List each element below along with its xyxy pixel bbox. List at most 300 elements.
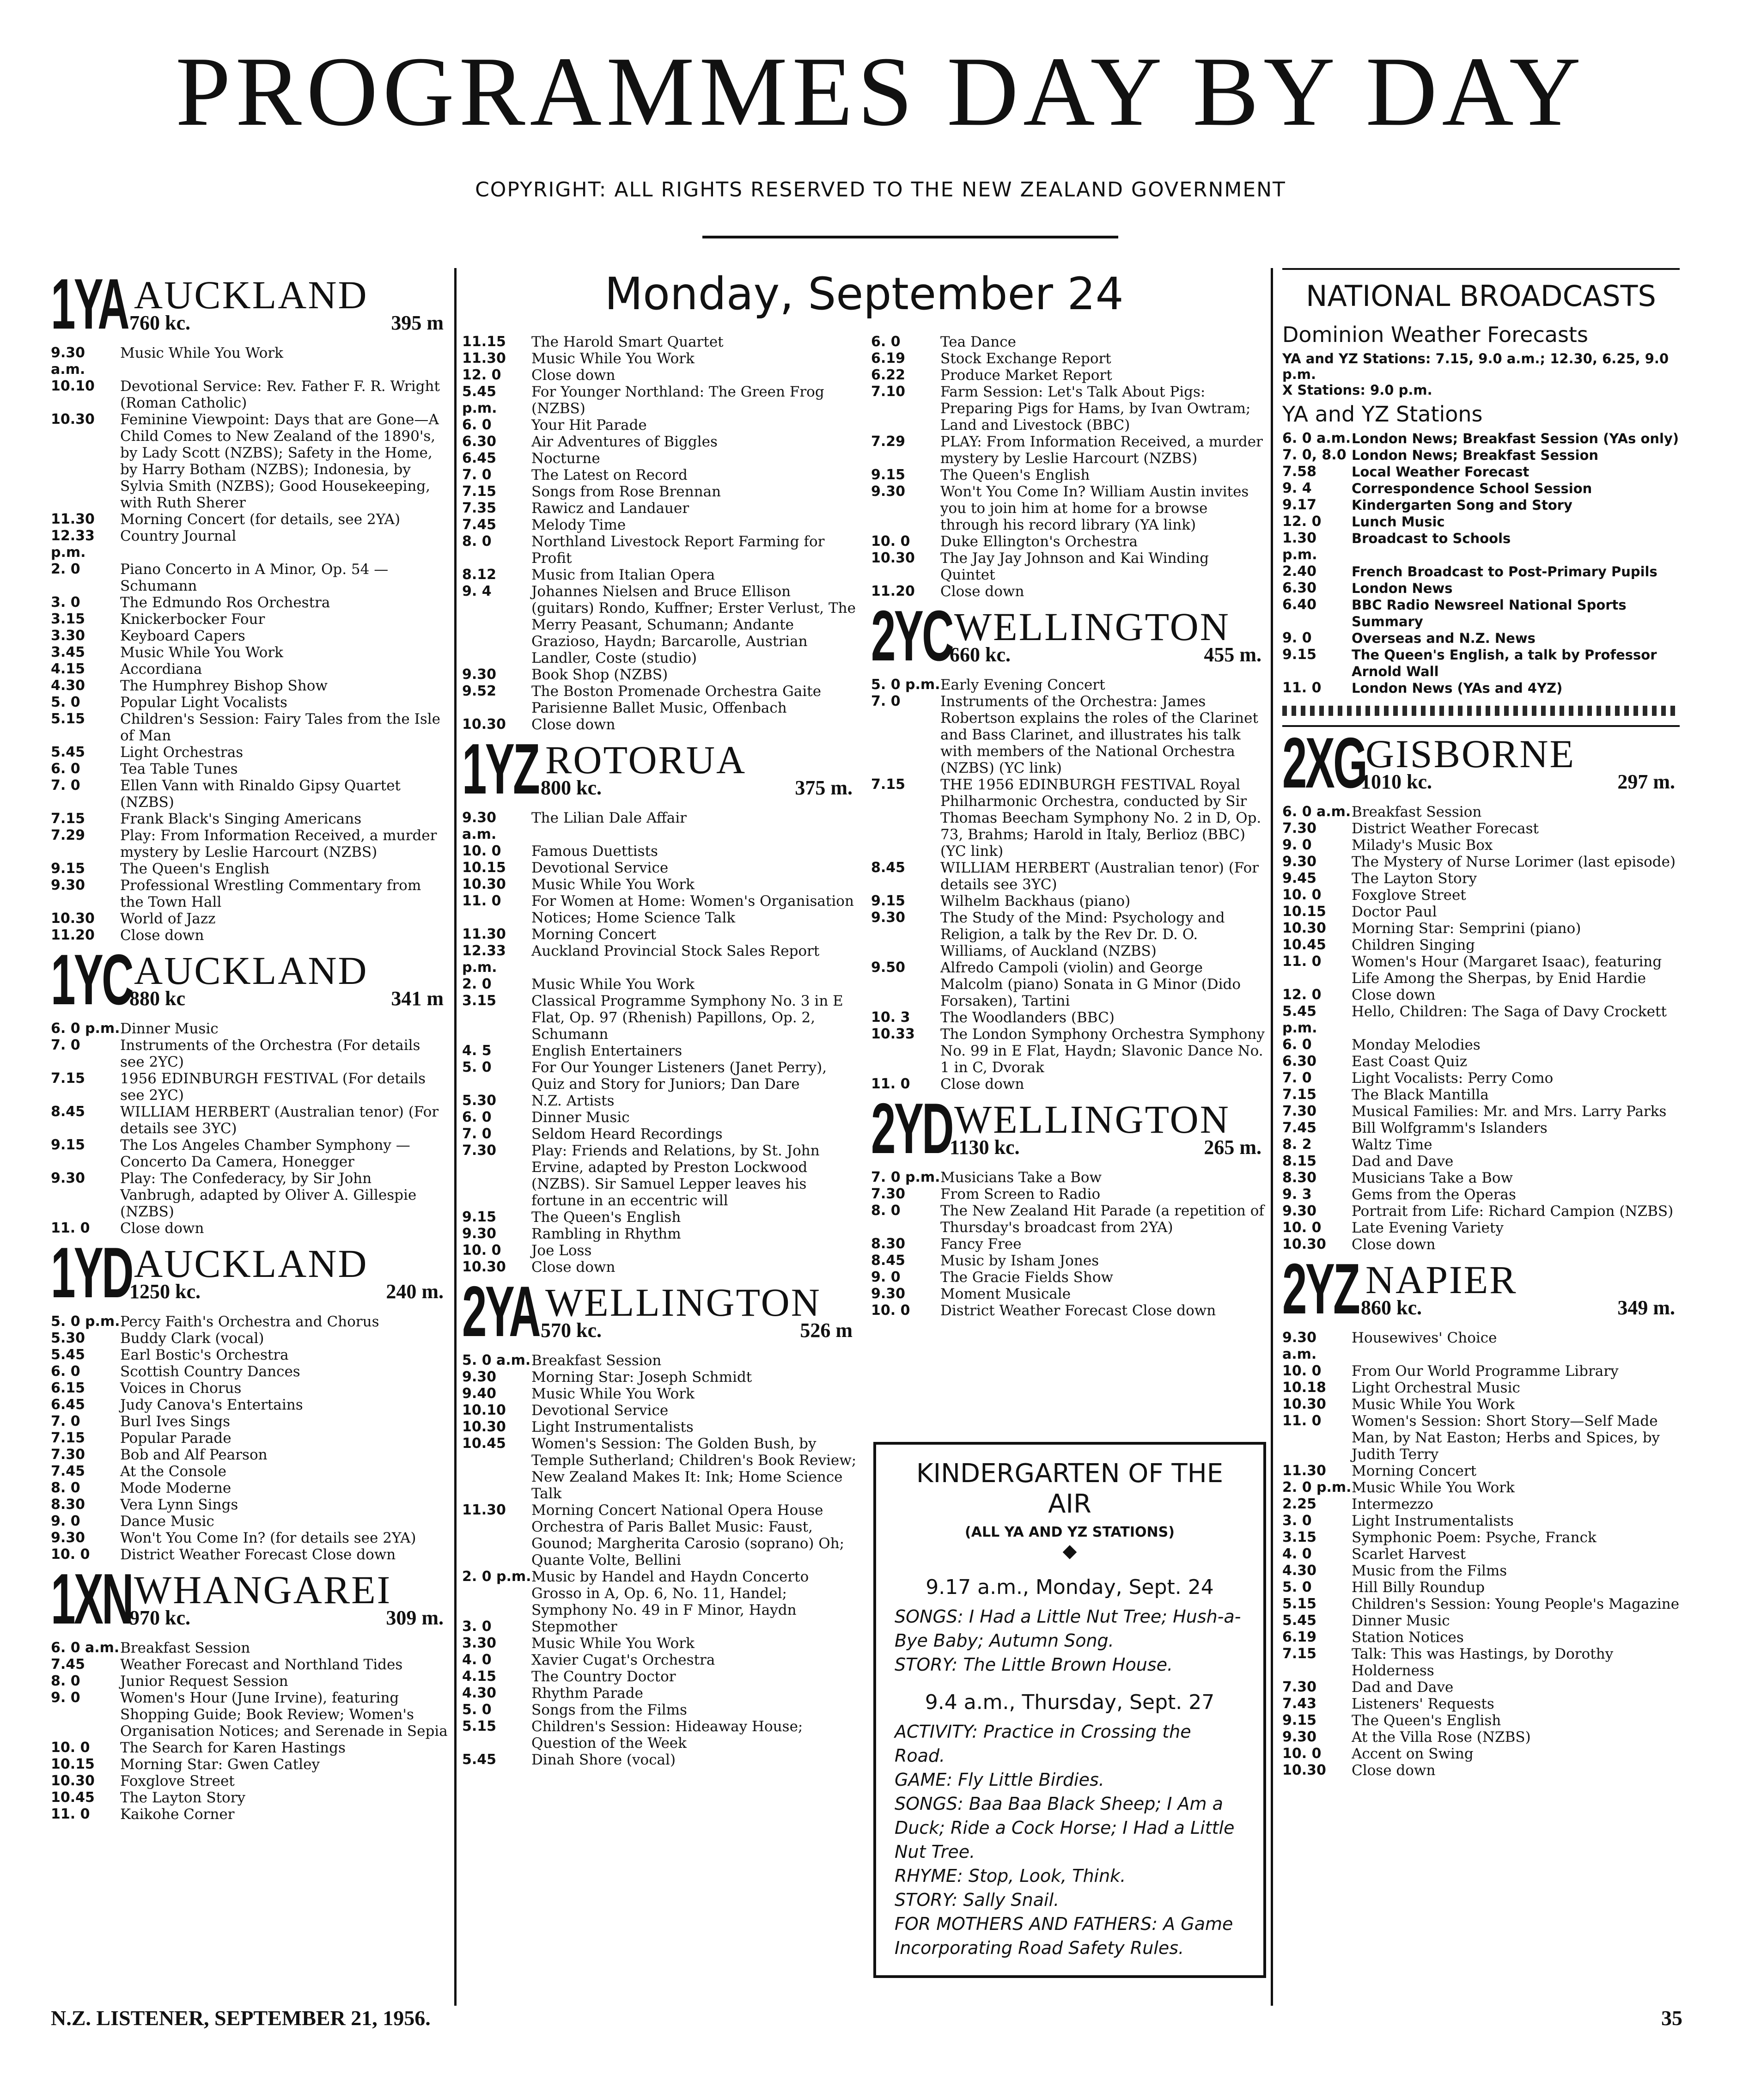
national-row: [1282, 680, 1680, 696]
programme-row: [51, 811, 448, 827]
footer-issue: N.Z. LISTENER, SEPTEMBER 21, 1956.: [51, 2006, 431, 2030]
programme-title: Songs from Rose Brennan: [531, 483, 721, 500]
programme-title: Nocturne: [531, 450, 600, 467]
programme-title: For Women at Home: Women's Organisation Notices; Home Science Talk: [531, 893, 854, 926]
programme-row: [871, 483, 1266, 533]
programme-row: [871, 893, 1266, 910]
station-call-sign: 2YA: [462, 1271, 539, 1351]
station-info: [129, 947, 448, 1017]
station-wavelength: 455 m.: [1204, 643, 1261, 666]
programme-row: [51, 1363, 448, 1380]
programme-time: 5.45: [51, 1347, 85, 1363]
programme-title: Children's Session: Fairy Tales from the Isle of Man: [120, 711, 441, 744]
programme-row: [1282, 804, 1680, 820]
programme-title: Joe Loss: [531, 1242, 592, 1259]
programme-time: 3. 0: [462, 1618, 492, 1635]
national-title-text: Overseas and N.Z. News: [1352, 630, 1536, 646]
programme-time: 7.35: [462, 500, 497, 516]
programme-time: 9.15: [871, 467, 906, 483]
programme-row: [462, 1059, 857, 1093]
programme-time: 9.50: [871, 959, 906, 976]
programme-title: Your Hit Parade: [531, 417, 647, 433]
programme-row: [51, 1496, 448, 1513]
programme-title: Hello, Children: The Saga of Davy Crockett: [1352, 1003, 1667, 1020]
programme-row: [1282, 1136, 1680, 1153]
programme-row: [462, 483, 857, 500]
programme-row: [871, 467, 1266, 483]
programme-title: Devotional Service: [531, 860, 669, 876]
national-time: 9. 0: [1282, 630, 1312, 646]
programme-title: Intermezzo: [1352, 1496, 1433, 1513]
programme-title: Morning Concert National Opera House Orchestra of Paris Ballet Music: Faust, Gounod; Margherita Carosio (soprano) Oh; Quante Volte, Bellini: [531, 1502, 845, 1569]
programme-title: The Gracie Fields Show: [940, 1269, 1114, 1286]
column-divider-1: [454, 268, 457, 2006]
programme-title: Late Evening Variety: [1352, 1220, 1504, 1236]
programme-time: 7.15: [1282, 1646, 1317, 1662]
national-broadcasts: [1282, 268, 1680, 727]
programme-time: 10.45: [51, 1789, 95, 1806]
programme-time: 3.30: [462, 1635, 497, 1651]
programme-row: [51, 644, 448, 661]
national-title-text: Local Weather Forecast: [1352, 464, 1529, 480]
programme-row: [871, 1009, 1266, 1026]
programme-title: Light Orchestras: [120, 744, 244, 761]
programme-time: 3.45: [51, 644, 85, 660]
station-call-sign: 2XG: [1282, 723, 1366, 803]
programme-row: [1282, 1712, 1680, 1729]
programme-row: [871, 1286, 1266, 1302]
programme-time: 9. 0: [51, 1690, 80, 1706]
programme-title: The Study of the Mind: Psychology and Religion, a talk by the Rev Dr. D. O. Williams, of Auckland (NZBS): [940, 910, 1225, 959]
programme-time: 10.30: [462, 1259, 506, 1275]
column-1: [51, 268, 448, 2001]
national-title-text: Broadcast to Schools: [1352, 531, 1511, 546]
programme-time: 6. 0: [462, 1109, 492, 1125]
programme-row: [51, 1463, 448, 1480]
national-title-text: Correspondence School Session: [1352, 481, 1592, 496]
programme-row: [51, 1789, 448, 1806]
kindergarten-sub: (ALL YA AND YZ STATIONS): [965, 1524, 1175, 1540]
programme-row: [51, 744, 448, 761]
station-frequency: 800 kc.: [541, 776, 602, 799]
programme-row: [462, 384, 857, 417]
programme-time: 7.45: [462, 517, 497, 533]
programme-time: 9.40: [462, 1386, 497, 1402]
programme-time: 8.45: [51, 1104, 85, 1120]
station-city: WELLINGTON: [954, 604, 1230, 649]
copyright-line: COPYRIGHT: ALL RIGHTS RESERVED TO THE NEW ZEALAND GOVERNMENT: [475, 178, 1286, 201]
programme-title: Instruments of the Orchestra: James Robertson explains the roles of the Clarinet and Bass Clarinet, and illustrates his talk with members of the National Orchestra (NZBS) (YC link): [940, 693, 1258, 776]
programme-row: [462, 1126, 857, 1142]
programme-time: 8. 0: [871, 1203, 901, 1219]
programme-title: Morning Star: Gwen Catley: [120, 1756, 320, 1773]
programme-row: [1282, 1037, 1680, 1053]
programme-title: Alfredo Campoli (violin) and George Malcolm (piano) Sonata in G Minor (Dido Forsaken), Tartini: [940, 959, 1241, 1009]
programme-time: 5. 0 a.m.: [462, 1352, 531, 1368]
programme-title: Scottish Country Dances: [120, 1363, 300, 1380]
programme-row: [871, 1302, 1266, 1319]
station-frequency: 660 kc.: [950, 643, 1011, 666]
station-city: AUCKLAND: [134, 273, 368, 317]
programme-time: 7.30: [1282, 1103, 1317, 1119]
station-city: WHANGAREI: [134, 1568, 392, 1612]
programme-title: For Our Younger Listeners (Janet Perry), Quiz and Story for Juniors; Dan Dare: [531, 1059, 827, 1093]
programme-title: Melody Time: [531, 517, 626, 533]
programme-time: 5.45 p.m.: [462, 384, 497, 416]
programme-row: [1282, 837, 1680, 854]
programme-title: Station Notices: [1352, 1629, 1464, 1646]
national-title-text: The Queen's English, a talk by Professor Arnold Wall: [1352, 647, 1657, 679]
programme-row: [51, 1447, 448, 1463]
programme-time: 5. 0: [462, 1702, 492, 1718]
programme-time: 6. 0 p.m.: [51, 1020, 120, 1037]
programme-title: Play: From Information Received, a murder mystery by Leslie Harcourt (NZBS): [120, 827, 437, 861]
station-city: NAPIER: [1365, 1258, 1517, 1302]
programme-row: [1282, 1103, 1680, 1120]
programme-time: 10.30: [1282, 1762, 1326, 1778]
programme-row: [1282, 1380, 1680, 1396]
programme-row: [462, 583, 857, 666]
programme-time: 4. 0: [462, 1652, 492, 1668]
programme-title: Light Instrumentalists: [531, 1419, 694, 1435]
programme-title: Book Shop (NZBS): [531, 666, 668, 683]
programme-time: 9.30: [51, 877, 85, 893]
national-time: 7.58: [1282, 464, 1317, 480]
programme-time: 10.30: [51, 910, 95, 927]
programme-row: [51, 1137, 448, 1170]
programme-row: [1282, 1413, 1680, 1463]
programme-title: Bill Wolfgramm's Islanders: [1352, 1120, 1548, 1136]
programme-row: [462, 517, 857, 533]
programme-title: Mode Moderne: [120, 1480, 232, 1496]
programme-time: 4.15: [462, 1668, 497, 1685]
programme-title: Breakfast Session: [1352, 804, 1482, 820]
programme-time: 10.30: [462, 1419, 506, 1435]
programme-row: [1282, 1529, 1680, 1546]
programme-time: 10.30: [51, 411, 95, 427]
programme-time: 8.30: [51, 1496, 85, 1513]
programme-time: 9.30: [462, 1226, 497, 1242]
programme-row: [871, 1269, 1266, 1286]
programme-time: 10.33: [871, 1026, 915, 1042]
programme-time: 9.30 a.m.: [51, 345, 85, 378]
programme-row: [462, 1702, 857, 1718]
programme-row: [871, 350, 1266, 367]
programme-time: 9. 4: [462, 583, 492, 599]
programme-row: [51, 761, 448, 777]
programme-time: 5. 0 p.m.: [51, 1313, 120, 1330]
station-frequency: 760 kc.: [129, 311, 190, 334]
programme-row: [462, 1386, 857, 1402]
column-divider-2: [1271, 268, 1273, 2006]
station-info: [129, 1567, 448, 1636]
programme-title: Music from the Films: [1352, 1563, 1507, 1579]
station-wavelength: 265 m.: [1204, 1136, 1261, 1159]
programme-time: 10.10: [51, 378, 95, 394]
programme-row: [462, 943, 857, 976]
programme-title: Accordiana: [120, 661, 202, 678]
programme-row: [871, 1236, 1266, 1252]
programme-time: 9.30: [1282, 1729, 1317, 1745]
programme-row: [871, 1203, 1266, 1236]
station-call-sign: 2YD: [871, 1088, 952, 1168]
kindergarten-line: SONGS: Baa Baa Black Sheep; I Am a Duck; Ride a Cock Horse; I Had a Little Nut Tree.: [895, 1794, 1235, 1862]
programme-time: 12.33 p.m.: [51, 528, 95, 561]
programme-title: Early Evening Concert: [940, 677, 1105, 693]
station-wavelength: 341 m: [391, 987, 444, 1010]
programme-row: [51, 661, 448, 678]
programme-time: 9.30: [871, 483, 906, 500]
programme-row: [1282, 1546, 1680, 1563]
programme-row: [51, 1313, 448, 1330]
programme-title: Play: Friends and Relations, by St. John Ervine, adapted by Preston Lockwood (NZBS). Sir Samuel Lepper leaves his fortune in an eccentric will: [531, 1142, 820, 1209]
programme-title: Housewives' Choice: [1352, 1330, 1497, 1346]
programme-time: 8.30: [871, 1236, 906, 1252]
programme-title: Knickerbocker Four: [120, 611, 265, 628]
programme-time: 8. 0: [51, 1673, 80, 1689]
programme-time: 10. 3: [871, 1009, 910, 1026]
programme-time: 4.30: [462, 1685, 497, 1701]
programme-title: The London Symphony Orchestra Symphony No. 99 in E Flat, Haydn; Slavonic Dance No. 1 in C, Dvorak: [940, 1026, 1265, 1076]
programme-time: 2.25: [1282, 1496, 1317, 1512]
national-time: 6.40: [1282, 597, 1317, 613]
programme-row: [1282, 1396, 1680, 1413]
programme-row: [462, 876, 857, 893]
programme-row: [462, 1618, 857, 1635]
programme-time: 8. 0: [51, 1480, 80, 1496]
programme-row: [51, 1480, 448, 1496]
programme-title: The Queen's English: [531, 1209, 681, 1226]
station-call-sign: 1XN: [51, 1559, 132, 1639]
programme-row: [1282, 1612, 1680, 1629]
programme-time: 10.18: [1282, 1380, 1326, 1396]
programme-title: Frank Black's Singing Americans: [120, 811, 362, 827]
programme-title: The Edmundo Ros Orchestra: [120, 594, 330, 611]
programme-time: 11. 0: [1282, 953, 1322, 970]
programme-row: [871, 959, 1266, 1009]
programme-time: 9. 3: [1282, 1186, 1312, 1203]
programme-row: [462, 1369, 857, 1386]
programme-time: 7. 0: [51, 1037, 80, 1053]
header-rule: [702, 236, 1118, 238]
programme-row: [871, 433, 1266, 467]
programme-time: 8.15: [1282, 1153, 1317, 1169]
programme-row: [51, 528, 448, 561]
programme-title: The Queen's English: [940, 467, 1090, 483]
national-row: [1282, 480, 1680, 497]
programme-row: [51, 1330, 448, 1347]
station-info: [541, 1279, 857, 1349]
programme-title: Dinner Music: [531, 1109, 630, 1126]
programme-title: Dinah Shore (vocal): [531, 1752, 676, 1768]
programme-row: [51, 1104, 448, 1137]
kindergarten-line: RHYME: Stop, Look, Think.: [895, 1866, 1126, 1886]
programme-title: Close down: [940, 1076, 1024, 1093]
station-call-sign: 1YA: [51, 268, 128, 344]
national-time: 9.15: [1282, 647, 1317, 663]
programme-time: 4. 5: [462, 1043, 492, 1059]
programme-time: 9.30 a.m.: [462, 810, 497, 842]
programme-time: 6. 0: [462, 417, 492, 433]
programme-row: [462, 334, 857, 350]
programme-title: The Mystery of Nurse Lorimer (last episode): [1352, 854, 1676, 870]
programme-title: Close down: [531, 1259, 615, 1276]
programme-time: 6.30: [462, 433, 497, 450]
programme-row: [51, 561, 448, 594]
programme-row: [462, 500, 857, 517]
programme-time: 9.30: [462, 666, 497, 683]
programme-time: 10. 0: [1282, 1746, 1322, 1762]
programme-time: 7.30: [51, 1447, 85, 1463]
programme-row: [51, 1690, 448, 1740]
programme-title: The Boston Promenade Orchestra Gaite Parisienne Ballet Music, Offenbach: [531, 683, 822, 716]
programme-title: Wilhelm Backhaus (piano): [940, 893, 1131, 910]
programme-row: [462, 1752, 857, 1768]
programme-title: Famous Duettists: [531, 843, 658, 860]
programme-row: [871, 677, 1266, 693]
programme-title: THE 1956 EDINBURGH FESTIVAL Royal Philharmonic Orchestra, conducted by Sir Thomas Beecham Symphony No. 2 in D, Op. 73, Brahms; Harold in Italy, Berlioz (BBC) (YC link): [940, 776, 1261, 860]
programme-row: [51, 711, 448, 744]
station-header: [462, 1271, 857, 1351]
programme-row: [51, 1430, 448, 1447]
programme-time: 11.20: [51, 927, 95, 943]
programme-time: 6. 0: [51, 761, 80, 777]
programme-title: From Screen to Radio: [940, 1186, 1101, 1203]
programme-time: 2. 0 p.m.: [462, 1569, 531, 1585]
programme-row: [462, 450, 857, 467]
station-info: [1361, 1257, 1680, 1326]
programme-time: 2. 0: [51, 561, 80, 577]
programme-title: At the Console: [120, 1463, 226, 1480]
programme-title: Stepmother: [531, 1618, 617, 1635]
national-title-text: BBC Radio Newsreel National Sports Summary: [1352, 597, 1627, 629]
programme-row: [462, 1502, 857, 1569]
programme-row: [1282, 987, 1680, 1003]
programme-title: Play: The Confederacy, by Sir John Vanbrugh, adapted by Oliver A. Gillespie (NZBS): [120, 1170, 417, 1220]
national-row: [1282, 580, 1680, 597]
programme-time: 3. 0: [51, 594, 80, 610]
weather-line-1: YA and YZ Stations: 7.15, 9.0 a.m.; 12.30, 6.25, 9.0 p.m.: [1282, 351, 1669, 382]
programme-time: 6.30: [1282, 1053, 1317, 1069]
station-header: [51, 940, 448, 1019]
programme-title: Instruments of the Orchestra (For details see 2YC): [120, 1037, 420, 1070]
programme-row: [1282, 1087, 1680, 1103]
programme-time: 9.15: [462, 1209, 497, 1225]
programme-time: 9.15: [871, 893, 906, 909]
programme-row: [871, 860, 1266, 893]
programme-row: [51, 511, 448, 528]
programme-title: Light Instrumentalists: [1352, 1513, 1514, 1529]
programme-time: 6.45: [51, 1397, 85, 1413]
national-title-text: London News: [1352, 580, 1453, 596]
programme-time: 8.12: [462, 567, 497, 583]
programme-title: Doctor Paul: [1352, 903, 1437, 920]
programme-time: 8.45: [871, 860, 906, 876]
programme-time: 6. 0: [51, 1363, 80, 1380]
station-frequency: 1010 kc.: [1361, 770, 1432, 793]
programme-time: 5.45: [1282, 1612, 1317, 1629]
programme-row: [871, 367, 1266, 384]
programme-title: Music While You Work: [531, 1386, 695, 1402]
programme-title: Hill Billy Roundup: [1352, 1579, 1485, 1596]
programme-time: 4.30: [51, 678, 85, 694]
programme-row: [1282, 1220, 1680, 1236]
page-title: PROGRAMMES DAY BY DAY: [175, 36, 1586, 147]
programme-time: 7.30: [1282, 820, 1317, 836]
programme-row: [51, 1640, 448, 1656]
national-time: 9.17: [1282, 497, 1317, 513]
programme-row: [1282, 887, 1680, 903]
programme-time: 7. 0: [462, 1126, 492, 1142]
programme-time: 7.15: [871, 776, 906, 793]
programme-title: Northland Livestock Report Farming for Profit: [531, 533, 825, 567]
programme-row: [462, 1209, 857, 1226]
programme-title: Musical Families: Mr. and Mrs. Larry Parks: [1352, 1103, 1667, 1120]
programme-title: Bob and Alf Pearson: [120, 1447, 268, 1463]
programme-time: 5.45: [51, 744, 85, 760]
programme-time: 5. 0 p.m.: [871, 677, 940, 693]
programme-row: [871, 384, 1266, 433]
programme-row: [462, 1635, 857, 1652]
national-row: [1282, 497, 1680, 513]
programme-title: The Queen's English: [1352, 1712, 1501, 1729]
programme-row: [462, 993, 857, 1043]
national-title-text: Kindergarten Song and Story: [1352, 497, 1572, 513]
kindergarten-line: ACTIVITY: Practice in Crossing the Road.: [895, 1722, 1191, 1766]
station-call-sign: 1YC: [51, 940, 132, 1019]
kindergarten-line: STORY: Sally Snail.: [895, 1890, 1060, 1910]
diamond-icon: ◆: [1062, 1540, 1077, 1562]
programme-title: 1956 EDINBURGH FESTIVAL (For details see 2YC): [120, 1070, 426, 1104]
programme-time: 3. 0: [1282, 1513, 1312, 1529]
programme-row: [1282, 1679, 1680, 1696]
programme-row: [871, 693, 1266, 776]
programme-title: District Weather Forecast Close down: [120, 1546, 396, 1563]
programme-time: 10. 0: [51, 1546, 90, 1563]
programme-time: 8. 0: [462, 533, 492, 549]
programme-title: Country Journal: [120, 528, 237, 544]
national-title-text: London News; Breakfast Session: [1352, 447, 1599, 463]
programme-title: Morning Star: Semprini (piano): [1352, 920, 1581, 937]
programme-row: [1282, 1186, 1680, 1203]
programme-time: 6. 0 a.m.: [51, 1640, 120, 1656]
programme-row: [51, 1756, 448, 1773]
programme-title: Milady's Music Box: [1352, 837, 1493, 854]
programme-time: 10. 0: [1282, 887, 1322, 903]
programme-title: The Queen's English: [120, 861, 270, 877]
programme-title: The Latest on Record: [531, 467, 688, 483]
programme-title: The Lilian Dale Affair: [531, 810, 687, 826]
station-frequency: 880 kc: [129, 987, 185, 1010]
programme-title: Farm Session: Let's Talk About Pigs: Preparing Pigs for Hams, by Ivan Owtram; Land and Livestock (BBC): [940, 384, 1251, 433]
kindergarten-line: FOR MOTHERS AND FATHERS: A Game Incorporating Road Safety Rules.: [895, 1914, 1233, 1958]
programme-time: 3.15: [51, 611, 85, 627]
programme-time: 7. 0: [51, 1413, 80, 1429]
programme-title: Burl Ives Sings: [120, 1413, 231, 1430]
programme-title: Piano Concerto in A Minor, Op. 54 — Schumann: [120, 561, 389, 594]
programme-title: Johannes Nielsen and Bruce Ellison (guitars) Rondo, Kuffner; Erster Verlust, The Merry Peasant, Schumann; Andante Grazioso, Haydn; Barcarolle, Austrian Landler, Coste (studio): [531, 583, 856, 666]
station-wavelength: 526 m: [800, 1319, 853, 1342]
programme-title: Dinner Music: [120, 1020, 219, 1037]
programme-time: 11.30: [462, 350, 506, 366]
national-time: 6.30: [1282, 580, 1317, 596]
programme-row: [462, 567, 857, 583]
programme-row: [1282, 1762, 1680, 1779]
programme-row: [462, 1226, 857, 1242]
station-wavelength: 395 m: [391, 311, 444, 334]
programme-row: [462, 367, 857, 384]
station-city: AUCKLAND: [134, 948, 368, 993]
